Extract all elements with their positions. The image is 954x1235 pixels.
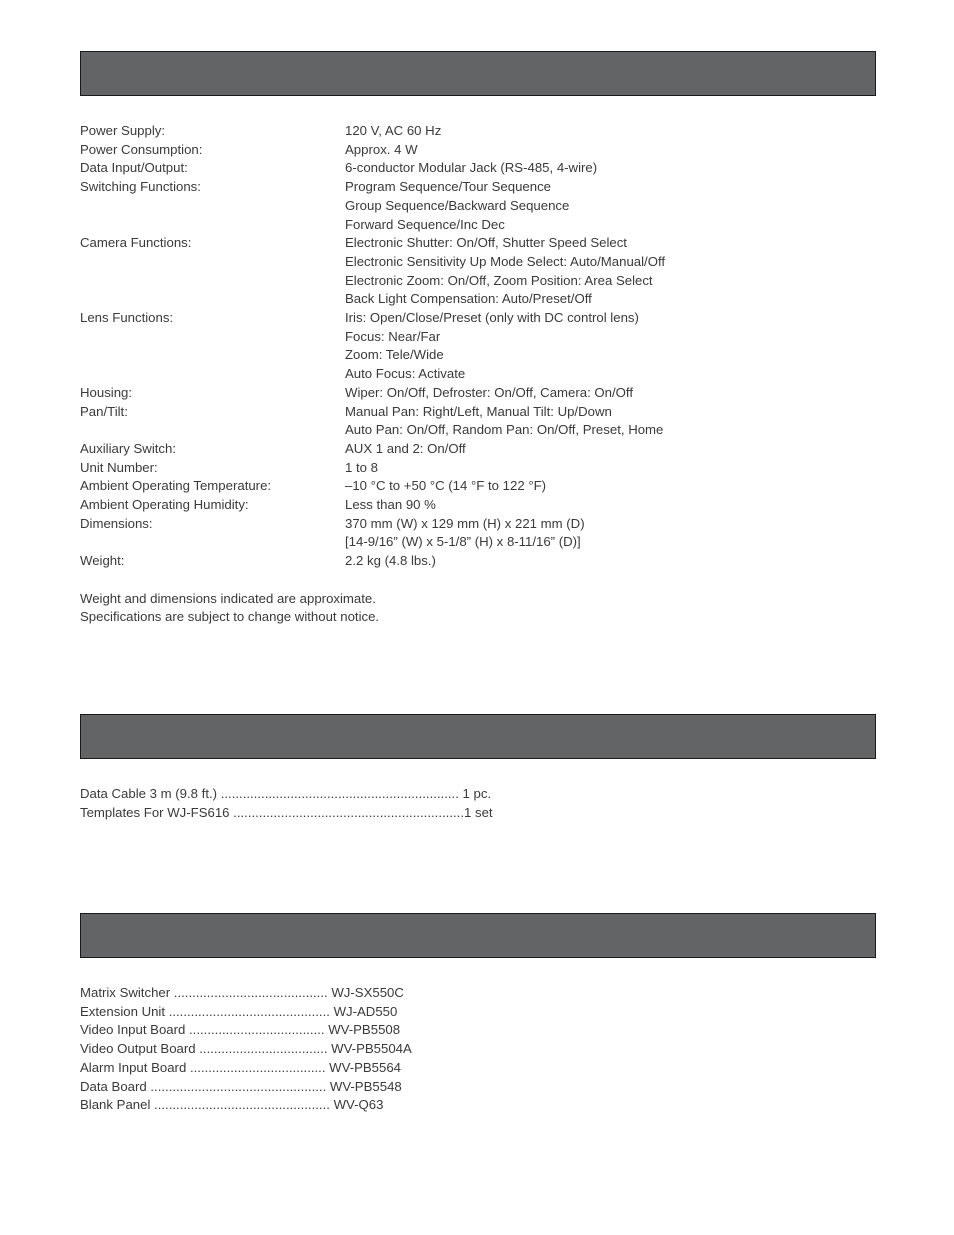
spec-value: 120 V, AC 60 Hz bbox=[345, 123, 442, 138]
spec-value: Group Sequence/Backward Sequence bbox=[345, 197, 570, 213]
spec-value: Program Sequence/Tour Sequence bbox=[345, 179, 552, 195]
spec-label: Pan/Tilt: bbox=[80, 403, 128, 419]
accessories-header-bar bbox=[80, 714, 876, 759]
spec-row bbox=[80, 122, 880, 141]
spec-label: Camera Functions: bbox=[80, 235, 192, 251]
spec-value: Iris: Open/Close/Preset (only with DC control lens) bbox=[345, 310, 639, 326]
spec-row bbox=[80, 141, 880, 160]
spec-value: Zoom: Tele/Wide bbox=[345, 347, 444, 363]
spec-row bbox=[80, 496, 880, 515]
spec-label: Unit Number: bbox=[80, 459, 158, 475]
spec-label: Ambient Operating Temperature: bbox=[80, 478, 272, 494]
spec-value: Electronic Shutter: On/Off, Shutter Speed Select bbox=[345, 235, 627, 251]
specifications-header-bar bbox=[80, 51, 876, 96]
spec-value: [14-9/16” (W) x 5-1/8” (H) x 8-11/16” (D)] bbox=[345, 534, 581, 550]
spec-value: 2.2 kg (4.8 lbs.) bbox=[345, 553, 436, 569]
accessories-list bbox=[80, 785, 493, 822]
spec-value: Less than 90 % bbox=[345, 497, 436, 513]
spec-row bbox=[80, 459, 880, 478]
spec-row bbox=[80, 477, 880, 496]
spec-value: Focus: Near/Far bbox=[345, 328, 441, 344]
spec-value: Electronic Zoom: On/Off, Zoom Position: Area Select bbox=[345, 272, 653, 288]
spec-label: Dimensions: bbox=[80, 515, 153, 531]
spec-row bbox=[80, 159, 880, 178]
spec-value: Approx. 4 W bbox=[345, 141, 418, 157]
spec-label: Ambient Operating Humidity: bbox=[80, 497, 249, 513]
list-item: Matrix Switcher .......................................... WJ-SX550C bbox=[80, 985, 404, 1000]
spec-value: 1 to 8 bbox=[345, 459, 378, 475]
spec-label: Power Consumption: bbox=[80, 141, 203, 157]
spec-row bbox=[80, 440, 880, 459]
spec-label: Auxiliary Switch: bbox=[80, 440, 177, 456]
specifications-list bbox=[80, 122, 880, 627]
spec-value: 370 mm (W) x 129 mm (H) x 221 mm (D) bbox=[345, 515, 585, 531]
list-item: Video Input Board ..................................... WV-PB5508 bbox=[80, 1022, 401, 1038]
spec-value: Auto Pan: On/Off, Random Pan: On/Off, Preset, Home bbox=[345, 422, 664, 438]
spec-value: Wiper: On/Off, Defroster: On/Off, Camera: On/Off bbox=[345, 384, 634, 400]
spec-label: Switching Functions: bbox=[80, 179, 201, 195]
list-item: Templates For WJ-FS616 ...............................................................1 set bbox=[80, 804, 493, 820]
list-item: Blank Panel ................................................ WV-Q63 bbox=[80, 1097, 384, 1113]
spec-row bbox=[80, 515, 880, 552]
spec-row bbox=[80, 403, 880, 440]
spec-label: Power Supply: bbox=[80, 123, 166, 138]
optional-accessories-header-bar bbox=[80, 913, 876, 958]
spec-note: Weight and dimensions indicated are approximate. bbox=[80, 590, 376, 606]
list-item: Data Board ................................................ WV-PB5548 bbox=[80, 1078, 402, 1094]
spec-value: Forward Sequence/Inc Dec bbox=[345, 216, 505, 232]
list-item: Data Cable 3 m (9.8 ft.) ................................................................. 1 pc. bbox=[80, 786, 492, 801]
spec-row bbox=[80, 384, 880, 403]
spec-label: Housing: bbox=[80, 384, 133, 400]
spec-label: Lens Functions: bbox=[80, 310, 174, 326]
spec-note: Specifications are subject to change without notice. bbox=[80, 609, 380, 625]
spec-value: Manual Pan: Right/Left, Manual Tilt: Up/Down bbox=[345, 403, 612, 419]
spec-label: Weight: bbox=[80, 553, 125, 569]
spec-value: Back Light Compensation: Auto/Preset/Off bbox=[345, 291, 592, 307]
spec-row bbox=[80, 178, 880, 234]
spec-value: AUX 1 and 2: On/Off bbox=[345, 440, 466, 456]
spec-row bbox=[80, 234, 880, 309]
spec-row bbox=[80, 552, 880, 571]
optional-accessories-list bbox=[80, 984, 412, 1115]
list-item: Extension Unit ............................................ WJ-AD550 bbox=[80, 1003, 398, 1019]
spec-label: Data Input/Output: bbox=[80, 160, 188, 176]
list-item: Alarm Input Board ..................................... WV-PB5564 bbox=[80, 1059, 402, 1075]
spec-row bbox=[80, 309, 880, 384]
spec-value: Auto Focus: Activate bbox=[345, 366, 466, 382]
list-item: Video Output Board ................................... WV-PB5504A bbox=[80, 1041, 412, 1057]
spec-value: –10 °C to +50 °C (14 °F to 122 °F) bbox=[345, 478, 547, 494]
spec-value: Electronic Sensitivity Up Mode Select: Auto/Manual/Off bbox=[345, 253, 666, 269]
spec-value: 6-conductor Modular Jack (RS-485, 4-wire) bbox=[345, 160, 598, 176]
